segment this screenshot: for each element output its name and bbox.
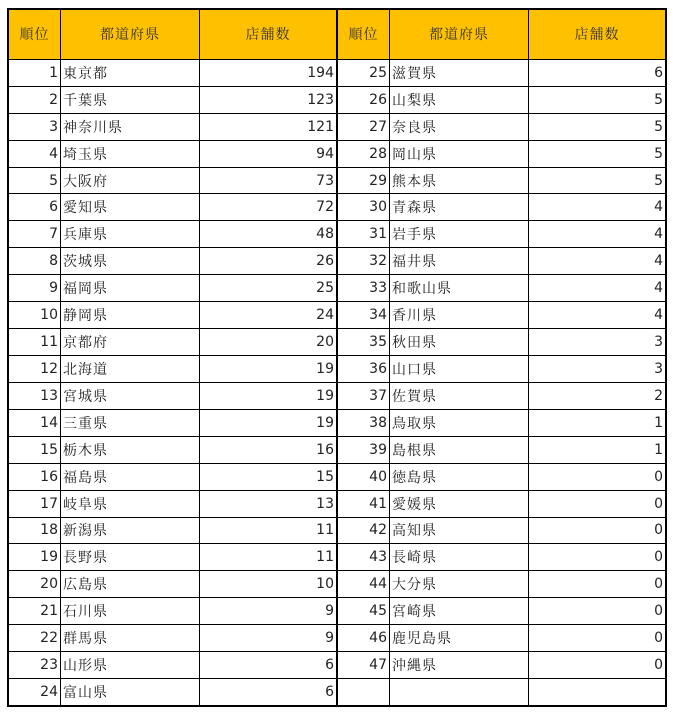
prefecture-cell: 徳島県 xyxy=(390,464,529,490)
table-row xyxy=(9,571,336,598)
rank-cell: 20 xyxy=(9,571,61,597)
stores-cell: 19 xyxy=(316,360,334,377)
rank-cell: 42 xyxy=(338,518,390,544)
prefecture-cell: 神奈川県 xyxy=(61,114,200,140)
rank-cell: 16 xyxy=(9,464,61,490)
stores-cell: 24 xyxy=(316,307,334,324)
stores-cell: 123 xyxy=(307,91,334,108)
table-row xyxy=(9,679,336,705)
rank-cell: 31 xyxy=(338,221,390,247)
stores-cell: 6 xyxy=(654,64,663,81)
rank-cell: 32 xyxy=(338,248,390,274)
header-row xyxy=(9,10,336,60)
rank-cell: 47 xyxy=(338,652,390,678)
prefecture-cell: 奈良県 xyxy=(390,114,529,140)
rank-cell: 7 xyxy=(9,221,61,247)
rank-cell: 38 xyxy=(338,410,390,436)
table-row xyxy=(338,302,665,329)
table-row xyxy=(338,437,665,464)
prefecture-cell: 福井県 xyxy=(390,248,529,274)
rank-cell: 28 xyxy=(338,141,390,167)
header-row xyxy=(338,10,665,60)
table-row xyxy=(9,652,336,679)
stores-cell: 0 xyxy=(654,576,663,593)
stores-cell: 9 xyxy=(325,603,334,620)
prefecture-cell: 石川県 xyxy=(61,598,200,624)
prefecture-cell: 大阪府 xyxy=(61,168,200,194)
prefecture-cell: 新潟県 xyxy=(61,518,200,544)
table-row xyxy=(9,248,336,275)
stores-cell: 9 xyxy=(325,630,334,647)
table-row xyxy=(9,302,336,329)
rank-cell: 9 xyxy=(9,275,61,301)
rank-cell: 14 xyxy=(9,410,61,436)
stores-cell: 20 xyxy=(316,334,334,351)
stores-cell: 0 xyxy=(654,549,663,566)
rank-cell: 25 xyxy=(338,60,390,86)
prefecture-cell: 岐阜県 xyxy=(61,491,200,517)
table-row xyxy=(9,383,336,410)
stores-cell: 5 xyxy=(654,145,663,162)
prefecture-cell: 京都府 xyxy=(61,329,200,355)
prefecture-cell: 秋田県 xyxy=(390,329,529,355)
stores-cell: 25 xyxy=(316,280,334,297)
rank-cell: 8 xyxy=(9,248,61,274)
rank-cell: 35 xyxy=(338,329,390,355)
table-row xyxy=(9,60,336,87)
stores-cell: 194 xyxy=(307,64,334,81)
stores-cell: 1 xyxy=(654,441,663,458)
stores-cell xyxy=(529,679,665,705)
table-row xyxy=(9,410,336,437)
prefecture-cell: 愛知県 xyxy=(61,194,200,220)
table-row xyxy=(338,60,665,87)
rank-cell: 24 xyxy=(9,679,61,705)
rank-cell: 6 xyxy=(9,194,61,220)
header-stores: 店舗数 xyxy=(245,27,291,44)
stores-cell: 16 xyxy=(316,441,334,458)
prefecture-cell: 滋賀県 xyxy=(390,60,529,86)
prefecture-cell: 沖縄県 xyxy=(390,652,529,678)
rank-cell: 41 xyxy=(338,491,390,517)
rank-cell: 39 xyxy=(338,437,390,463)
rank-cell: 10 xyxy=(9,302,61,328)
table-row xyxy=(338,571,665,598)
rank-cell: 3 xyxy=(9,114,61,140)
table-row xyxy=(338,464,665,491)
prefecture-cell: 岡山県 xyxy=(390,141,529,167)
rank-cell: 34 xyxy=(338,302,390,328)
stores-cell: 72 xyxy=(316,199,334,216)
table-row xyxy=(9,275,336,302)
header-rank: 順位 xyxy=(9,10,61,59)
rank-cell: 22 xyxy=(9,625,61,651)
stores-cell: 13 xyxy=(316,495,334,512)
table-row xyxy=(9,437,336,464)
stores-cell: 4 xyxy=(654,280,663,297)
prefecture-cell: 山形県 xyxy=(61,652,200,678)
rank-cell: 12 xyxy=(9,356,61,382)
table-row xyxy=(338,356,665,383)
prefecture-cell: 福岡県 xyxy=(61,275,200,301)
prefecture-cell: 長崎県 xyxy=(390,544,529,570)
stores-cell: 5 xyxy=(654,91,663,108)
table-row xyxy=(9,625,336,652)
prefecture-cell: 福島県 xyxy=(61,464,200,490)
rank-cell: 26 xyxy=(338,87,390,113)
prefecture-cell: 愛媛県 xyxy=(390,491,529,517)
prefecture-cell: 栃木県 xyxy=(61,437,200,463)
prefecture-cell: 熊本県 xyxy=(390,168,529,194)
prefecture-cell: 青森県 xyxy=(390,194,529,220)
table-row xyxy=(9,168,336,195)
rank-cell: 44 xyxy=(338,571,390,597)
rank-cell: 17 xyxy=(9,491,61,517)
prefecture-cell: 茨城県 xyxy=(61,248,200,274)
table-row xyxy=(338,141,665,168)
table-row xyxy=(338,87,665,114)
table-row xyxy=(338,329,665,356)
rank-cell: 30 xyxy=(338,194,390,220)
table-row xyxy=(338,544,665,571)
table-right-half xyxy=(338,10,665,705)
rank-cell: 23 xyxy=(9,652,61,678)
table-row xyxy=(9,544,336,571)
prefecture-cell: 群馬県 xyxy=(61,625,200,651)
rank-cell: 19 xyxy=(9,544,61,570)
rank-cell: 29 xyxy=(338,168,390,194)
prefecture-cell: 鳥取県 xyxy=(390,410,529,436)
prefecture-cell: 宮崎県 xyxy=(390,598,529,624)
rank-cell: 1 xyxy=(9,60,61,86)
stores-cell: 0 xyxy=(654,603,663,620)
prefecture-cell: 三重県 xyxy=(61,410,200,436)
stores-cell: 4 xyxy=(654,226,663,243)
table-row xyxy=(338,168,665,195)
rank-cell: 27 xyxy=(338,114,390,140)
prefecture-cell: 広島県 xyxy=(61,571,200,597)
table-row xyxy=(338,625,665,652)
table-left-half xyxy=(9,10,338,705)
prefecture-cell: 鹿児島県 xyxy=(390,625,529,651)
table-row xyxy=(338,679,665,705)
prefecture-cell: 山口県 xyxy=(390,356,529,382)
prefecture-cell: 大分県 xyxy=(390,571,529,597)
rank-cell: 13 xyxy=(9,383,61,409)
table-row xyxy=(9,491,336,518)
rank-cell: 4 xyxy=(9,141,61,167)
ranking-table xyxy=(7,8,667,707)
table-row xyxy=(9,356,336,383)
stores-cell: 26 xyxy=(316,253,334,270)
stores-cell: 48 xyxy=(316,226,334,243)
prefecture-cell: 東京都 xyxy=(61,60,200,86)
table-row xyxy=(338,275,665,302)
stores-cell: 15 xyxy=(316,468,334,485)
prefecture-cell: 長野県 xyxy=(61,544,200,570)
table-row xyxy=(9,141,336,168)
table-row xyxy=(9,114,336,141)
prefecture-cell: 山梨県 xyxy=(390,87,529,113)
stores-cell: 4 xyxy=(654,199,663,216)
header-prefecture: 都道府県 xyxy=(61,10,200,59)
stores-cell: 0 xyxy=(654,657,663,674)
header-rank: 順位 xyxy=(338,10,390,59)
table-row xyxy=(338,383,665,410)
stores-cell: 0 xyxy=(654,630,663,647)
table-row xyxy=(338,491,665,518)
prefecture-cell: 富山県 xyxy=(61,679,200,705)
prefecture-cell: 静岡県 xyxy=(61,302,200,328)
stores-cell: 121 xyxy=(307,118,334,135)
rank-cell: 46 xyxy=(338,625,390,651)
table-row xyxy=(9,518,336,545)
table-row xyxy=(9,194,336,221)
table-row xyxy=(9,329,336,356)
table-row xyxy=(338,248,665,275)
stores-cell: 19 xyxy=(316,414,334,431)
rank-cell: 36 xyxy=(338,356,390,382)
stores-cell: 3 xyxy=(654,360,663,377)
prefecture-cell: 香川県 xyxy=(390,302,529,328)
header-prefecture: 都道府県 xyxy=(390,10,529,59)
prefecture-cell xyxy=(390,679,529,705)
stores-cell: 1 xyxy=(654,414,663,431)
stores-cell: 0 xyxy=(654,468,663,485)
table-row xyxy=(338,194,665,221)
prefecture-cell: 島根県 xyxy=(390,437,529,463)
stores-cell: 4 xyxy=(654,253,663,270)
prefecture-cell: 兵庫県 xyxy=(61,221,200,247)
rank-cell: 21 xyxy=(9,598,61,624)
table-row xyxy=(338,114,665,141)
stores-cell: 6 xyxy=(325,657,334,674)
stores-cell: 6 xyxy=(325,684,334,701)
rank-cell: 11 xyxy=(9,329,61,355)
prefecture-cell: 佐賀県 xyxy=(390,383,529,409)
stores-cell: 0 xyxy=(654,495,663,512)
prefecture-cell: 高知県 xyxy=(390,518,529,544)
stores-cell: 11 xyxy=(316,549,334,566)
rank-cell: 40 xyxy=(338,464,390,490)
stores-cell: 2 xyxy=(654,387,663,404)
prefecture-cell: 埼玉県 xyxy=(61,141,200,167)
rank-cell: 37 xyxy=(338,383,390,409)
stores-cell: 3 xyxy=(654,334,663,351)
prefecture-cell: 宮城県 xyxy=(61,383,200,409)
table-row xyxy=(338,221,665,248)
table-row xyxy=(9,598,336,625)
rank-cell: 43 xyxy=(338,544,390,570)
stores-cell: 5 xyxy=(654,118,663,135)
table-row xyxy=(9,87,336,114)
stores-cell: 11 xyxy=(316,522,334,539)
stores-cell: 19 xyxy=(316,387,334,404)
table-row xyxy=(338,598,665,625)
prefecture-cell: 北海道 xyxy=(61,356,200,382)
rank-cell xyxy=(338,679,390,705)
rank-cell: 33 xyxy=(338,275,390,301)
stores-cell: 73 xyxy=(316,172,334,189)
stores-cell: 0 xyxy=(654,522,663,539)
table-row xyxy=(338,518,665,545)
header-stores: 店舗数 xyxy=(574,27,620,44)
table-row xyxy=(9,464,336,491)
stores-cell: 4 xyxy=(654,307,663,324)
rank-cell: 5 xyxy=(9,168,61,194)
prefecture-cell: 岩手県 xyxy=(390,221,529,247)
prefecture-cell: 千葉県 xyxy=(61,87,200,113)
stores-cell: 94 xyxy=(316,145,334,162)
rank-cell: 15 xyxy=(9,437,61,463)
stores-cell: 5 xyxy=(654,172,663,189)
rank-cell: 2 xyxy=(9,87,61,113)
stores-cell: 10 xyxy=(316,576,334,593)
rank-cell: 18 xyxy=(9,518,61,544)
prefecture-cell: 和歌山県 xyxy=(390,275,529,301)
table-row xyxy=(338,652,665,679)
table-row xyxy=(9,221,336,248)
table-row xyxy=(338,410,665,437)
rank-cell: 45 xyxy=(338,598,390,624)
